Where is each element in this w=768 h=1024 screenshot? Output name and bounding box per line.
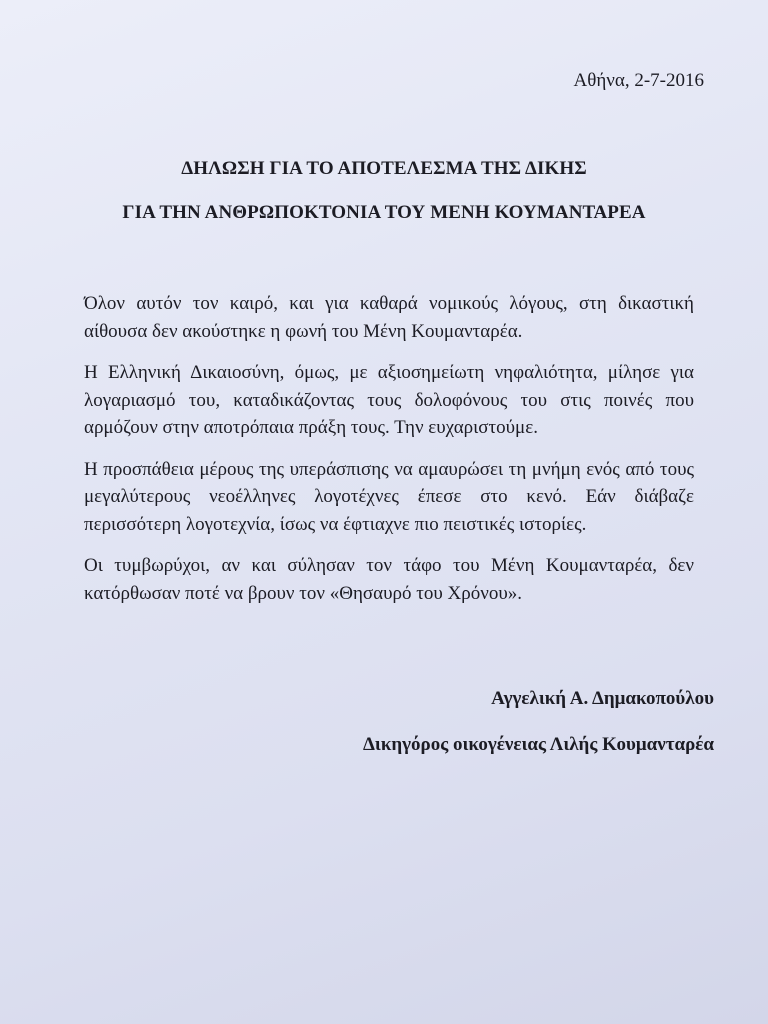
paragraph-3: Η προσπάθεια μέρους της υπεράσπισης να αμαυρώσει τη μνήμη ενός από τους μεγαλύτερους νεοέλληνες λογοτέχνες έπεσε στο κενό. Εάν διάβαζε περισσότερη λογοτεχνία, ίσως να έφτιαχνε πιο πειστικές ιστορίες.	[84, 458, 694, 535]
title-line-1: ΔΗΛΩΣΗ ΓΙΑ ΤΟ ΑΠΟΤΕΛΕΣΜΑ ΤΗΣ ΔΙΚΗΣ	[181, 158, 587, 179]
document-body	[84, 290, 694, 621]
title-line-2: ΓΙΑ ΤΗΝ ΑΝΘΡΩΠΟΚΤΟΝΙΑ ΤΟΥ ΜΕΝΗ ΚΟΥΜΑΝΤΑΡΕΑ	[122, 202, 646, 223]
paragraph-4: Οι τυμβωρύχοι, αν και σύλησαν τον τάφο του Μένη Κουμανταρέα, δεν κατόρθωσαν ποτέ να βρουν τον «Θησαυρό του Χρόνου».	[84, 555, 694, 604]
document-date: Αθήνα, 2-7-2016	[573, 70, 704, 91]
paragraph-2: Η Ελληνική Δικαιοσύνη, όμως, με αξιοσημείωτη νηφαλιότητα, μίλησε για λογαριασμό του, καταδικάζοντας τους δολοφόνους του στις ποινές που αρμόζουν στην αποτρόπαια πράξη τους. Την ευχαριστούμε.	[84, 362, 694, 439]
signature-name: Αγγελική Α. Δημακοπούλου	[491, 688, 714, 709]
signature-role: Δικηγόρος οικογένειας Λιλής Κουμανταρέα	[363, 734, 714, 755]
paragraph-1: Όλον αυτόν τον καιρό, και για καθαρά νομικούς λόγους, στη δικαστική αίθουσα δεν ακούστηκε η φωνή του Μένη Κουμανταρέα.	[84, 293, 694, 342]
